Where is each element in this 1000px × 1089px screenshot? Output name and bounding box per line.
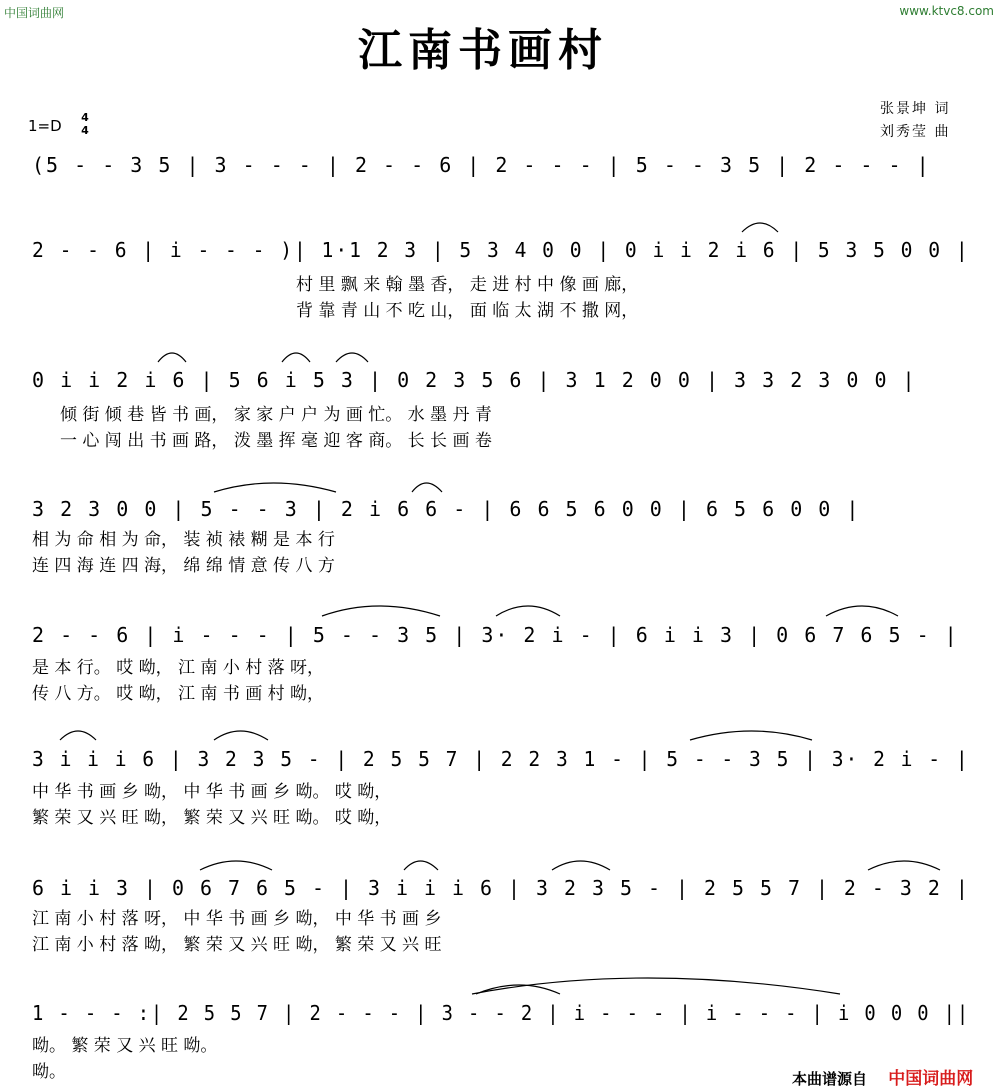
- lyrics-verse-2: 江 南 小 村 落 呦， 繁 荣 又 兴 旺 呦， 繁 荣 又 兴 旺: [32, 935, 442, 955]
- song-title: 江南书画村: [358, 25, 608, 76]
- slur: [472, 978, 840, 994]
- watermark-right: www.ktvc8.com: [899, 4, 994, 18]
- lyrics-verse-2: 传 八 方。 哎 呦， 江 南 书 画 村 呦，: [32, 684, 325, 704]
- slur: [282, 353, 310, 362]
- slur: [742, 223, 778, 232]
- time-signature-top: 4: [81, 111, 89, 124]
- slur: [214, 731, 268, 740]
- lyrics-verse-2: 一 心 闯 出 书 画 路， 泼 墨 挥 毫 迎 客 商。 长 长 画 卷: [60, 431, 492, 451]
- lyricist-credit: 张景坤 词: [880, 101, 951, 117]
- slur: [552, 861, 610, 870]
- lyrics-verse-2: 繁 荣 又 兴 旺 呦， 繁 荣 又 兴 旺 呦。 哎 呦，: [32, 808, 392, 828]
- slur: [496, 606, 560, 616]
- notation-line: 6 i i 3 | 0 6 7 6 5 - | 3 i i i 6 | 3 2 3 5 - | 2 5 5 7 | 2 - 3 2 |: [32, 876, 970, 900]
- lyrics-verse-2: 连 四 海 连 四 海， 绵 绵 情 意 传 八 方: [32, 556, 335, 576]
- key-signature: 1=D: [28, 117, 62, 135]
- lyrics-verse-2: 呦。: [32, 1062, 66, 1082]
- notation-line: (5 - - 3 5 | 3 - - - | 2 - - 6 | 2 - - - | 5 - - 3 5 | 2 - - - |: [32, 153, 931, 177]
- footer-label: 本曲谱源自: [792, 1070, 868, 1088]
- lyrics-verse-1: 江 南 小 村 落 呀， 中 华 书 画 乡 呦， 中 华 书 画 乡: [32, 909, 442, 929]
- slur: [826, 606, 898, 616]
- slur: [60, 731, 96, 740]
- slur: [412, 483, 442, 492]
- notation-line: 3 i i i 6 | 3 2 3 5 - | 2 5 5 7 | 2 2 3 1 - | 5 - - 3 5 | 3· 2 i - |: [32, 747, 970, 771]
- lyrics-verse-1: 呦。 繁 荣 又 兴 旺 呦。: [32, 1036, 218, 1056]
- footer-source: [792, 1064, 973, 1089]
- lyrics-verse-1: 相 为 命 相 为 命， 装 祯 裱 糊 是 本 行: [32, 530, 335, 550]
- lyrics-verse-1: 中 华 书 画 乡 呦， 中 华 书 画 乡 呦。 哎 呦，: [32, 782, 392, 802]
- slur: [690, 731, 812, 740]
- slur: [868, 861, 940, 870]
- lyrics-verse-2: 背 靠 青 山 不 吃 山， 面 临 太 湖 不 撒 网，: [296, 301, 639, 321]
- notation-line: 1 - - - :| 2 5 5 7 | 2 - - - | 3 - - 2 | i - - - | i - - - | i 0 0 0 ||: [32, 1001, 971, 1025]
- lyrics-verse-1: 倾 街 倾 巷 皆 书 画， 家 家 户 户 为 画 忙。 水 墨 丹 青: [60, 405, 492, 425]
- lyrics-verse-1: 是 本 行。 哎 呦， 江 南 小 村 落 呀，: [32, 658, 325, 678]
- slur: [322, 606, 440, 616]
- slur: [336, 353, 368, 362]
- lyrics-verse-1: 村 里 飘 来 翰 墨 香， 走 进 村 中 像 画 廊，: [296, 275, 639, 295]
- footer-site: 中国词曲网: [888, 1069, 974, 1089]
- slur: [158, 353, 186, 362]
- notation-line: 2 - - 6 | i - - - )| 1·1 2 3 | 5 3 4 0 0 | 0 i i 2 i 6 | 5 3 5 0 0 |: [32, 238, 970, 262]
- time-signature-bottom: 4: [81, 124, 89, 137]
- watermark-left: 中国词曲网: [4, 6, 65, 20]
- slur: [200, 861, 272, 870]
- notation-line: 2 - - 6 | i - - - | 5 - - 3 5 | 3· 2 i - | 6 i i 3 | 0 6 7 6 5 - |: [32, 623, 959, 647]
- slur: [404, 861, 438, 870]
- notation-line: 3 2 3 0 0 | 5 - - 3 | 2 i 6 6 - | 6 6 5 6 0 0 | 6 5 6 0 0 |: [32, 497, 861, 521]
- notation-line: 0 i i 2 i 6 | 5 6 i 5 3 | 0 2 3 5 6 | 3 1 2 0 0 | 3 3 2 3 0 0 |: [32, 368, 917, 392]
- slur: [214, 483, 336, 492]
- composer-credit: 刘秀莹 曲: [880, 124, 951, 140]
